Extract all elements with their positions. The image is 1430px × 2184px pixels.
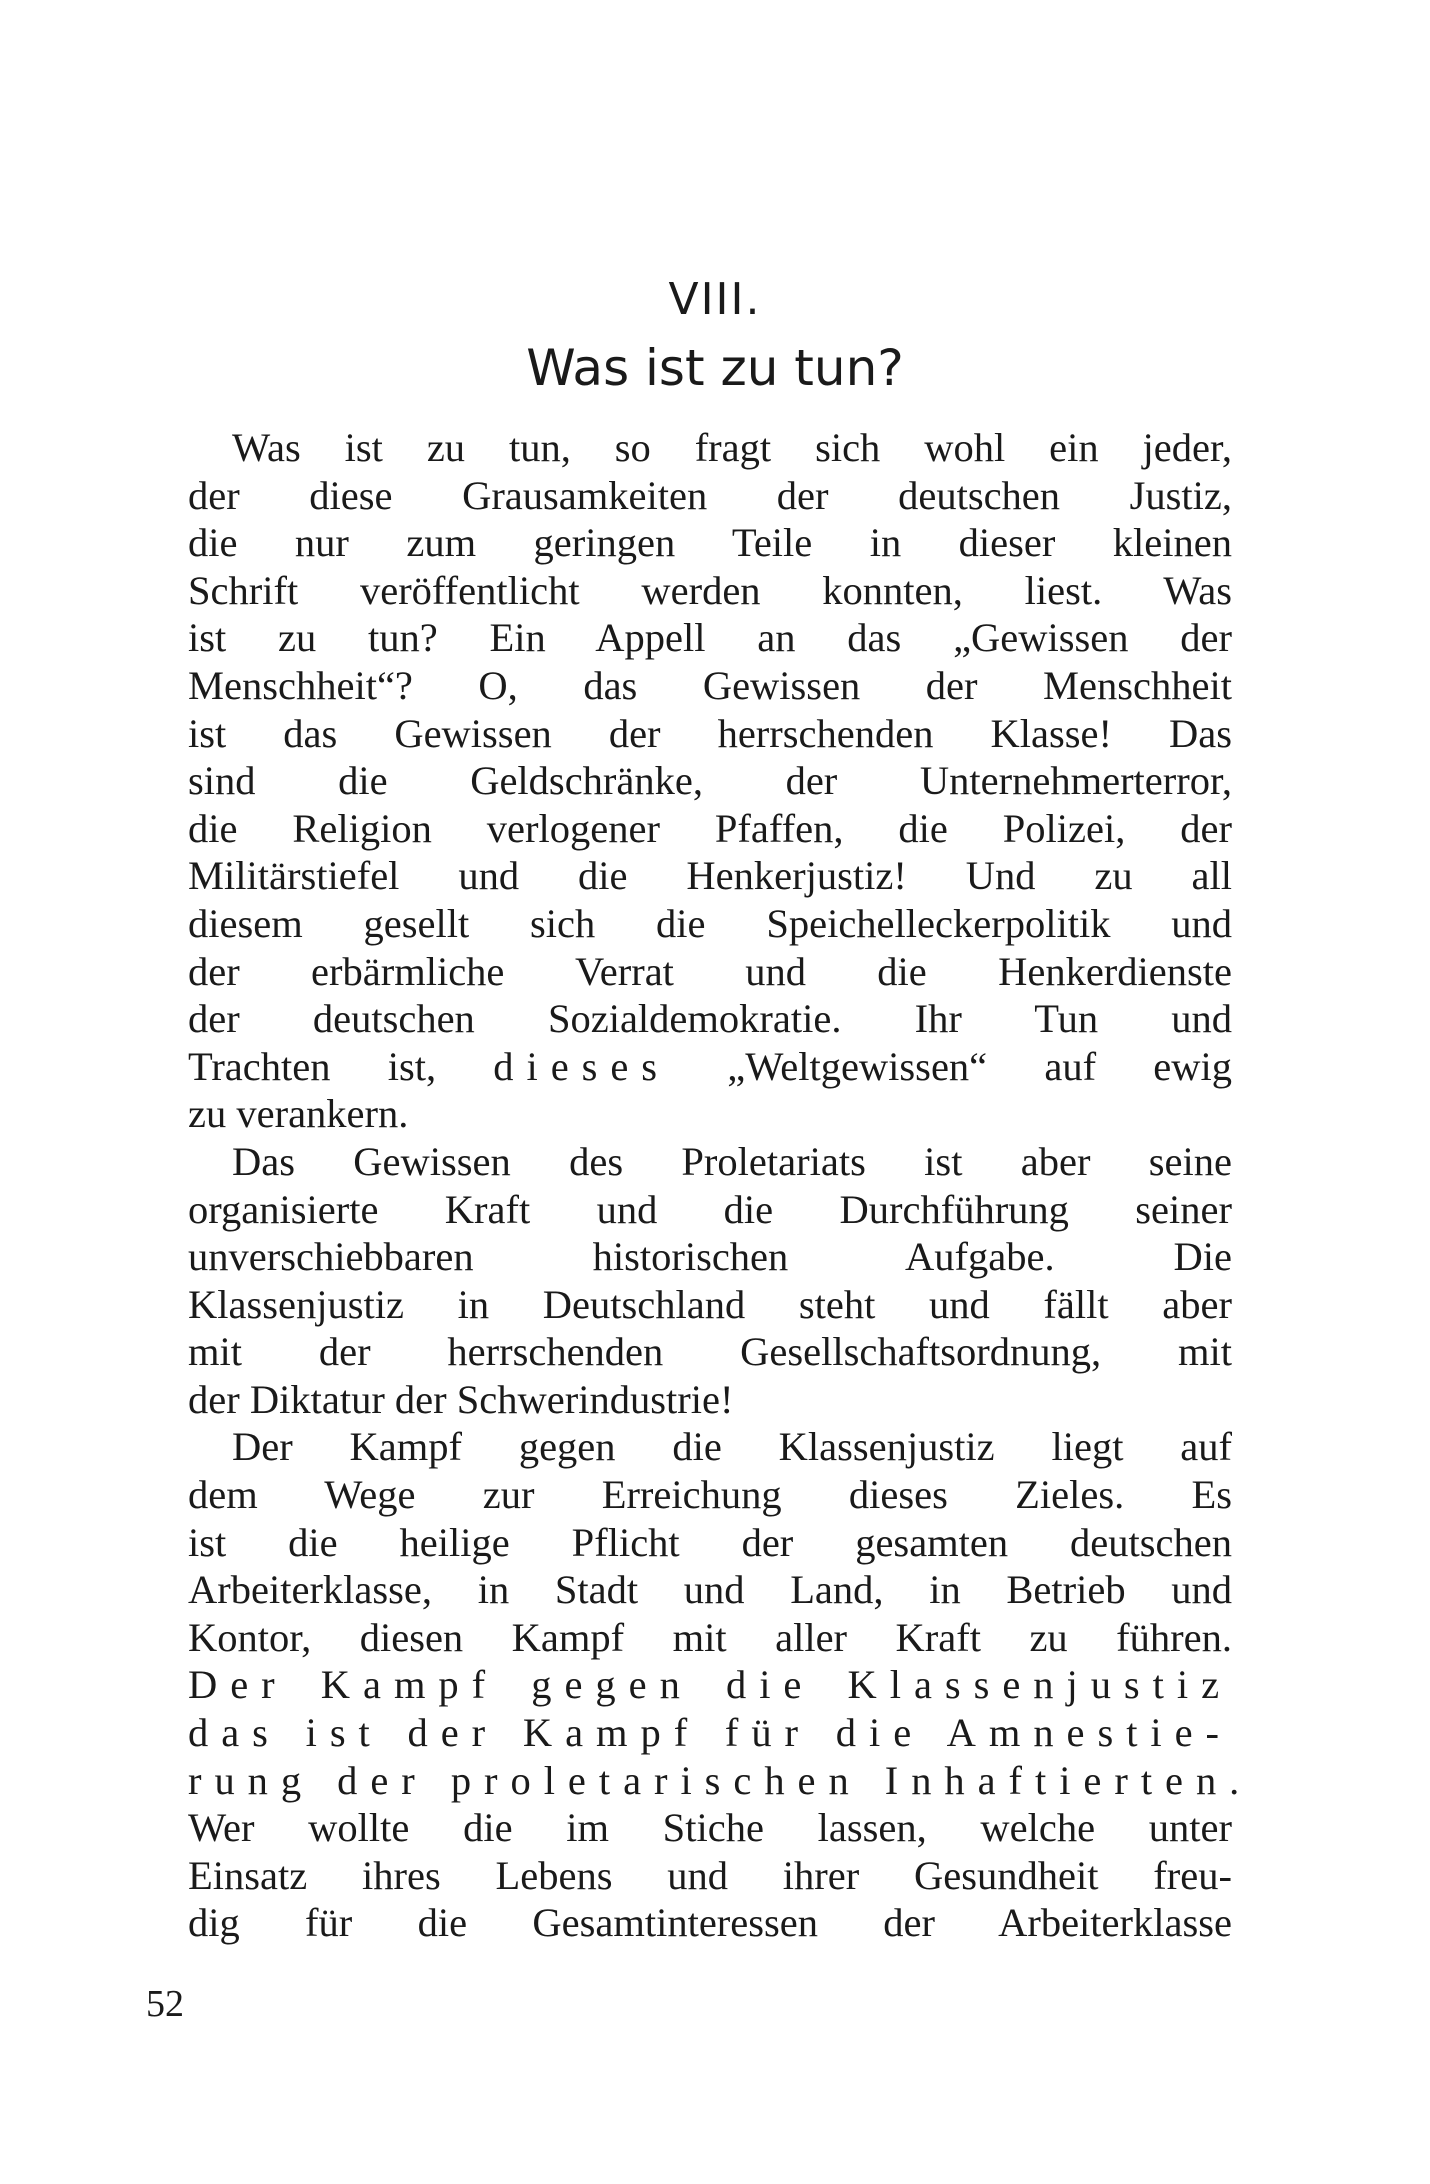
- text-line: [188, 1899, 1232, 1947]
- line-text: Einsatz ihres Lebens und ihrer Gesundheit freu-: [188, 1852, 1232, 1898]
- text-line: [188, 424, 1232, 472]
- line-text: sind die Geldschränke, der Unternehmerterror,: [188, 758, 1232, 804]
- text-line: [188, 1804, 1232, 1852]
- chapter-title: Was ist zu tun?: [526, 339, 904, 397]
- chapter-number: VIII.: [668, 274, 762, 325]
- text-line: [188, 1566, 1232, 1614]
- line-text: ist zu tun? Ein Appell an das „Gewissen der: [188, 615, 1232, 661]
- body-text: [188, 424, 1253, 1947]
- line-text: der erbärmliche Verrat und die Henkerdienste: [188, 948, 1232, 994]
- line-text: zu verankern.: [188, 1091, 409, 1137]
- text-line: [188, 1043, 1232, 1091]
- line-text: Trachten ist,: [188, 1043, 494, 1089]
- line-text: der diese Grausamkeiten der deutschen Justiz,: [188, 472, 1232, 518]
- text-line: [188, 567, 1232, 615]
- line-text: Wer wollte die im Stiche lassen, welche unter: [188, 1805, 1232, 1851]
- text-line: [188, 1281, 1232, 1329]
- text-line: [188, 900, 1232, 948]
- text-line: [188, 1661, 1232, 1709]
- text-line: [188, 1423, 1232, 1471]
- line-text: die Religion verlogener Pfaffen, die Polizei, der: [188, 805, 1232, 851]
- line-text: Schrift veröffentlicht werden konnten, liest. Was: [188, 567, 1232, 613]
- text-line: [188, 614, 1232, 662]
- line-text: Menschheit“? O, das Gewissen der Menschheit: [188, 662, 1232, 708]
- line-text: „Weltgewissen“ auf ewig: [670, 1043, 1233, 1089]
- text-line: [188, 519, 1232, 567]
- text-line: [188, 1138, 1232, 1186]
- text-line: [188, 1757, 1253, 1805]
- text-line: [188, 710, 1232, 758]
- text-line: [188, 1090, 1232, 1138]
- line-text: ist das Gewissen der herrschenden Klasse! Das: [188, 710, 1232, 756]
- text-line: [188, 757, 1232, 805]
- line-text: diesem gesellt sich die Speichelleckerpolitik und: [188, 900, 1232, 946]
- text-line: [188, 1852, 1232, 1900]
- spaced-emphasis-text: rung der proletarischen Inhaftierten.: [188, 1757, 1253, 1803]
- line-text: Arbeiterklasse, in Stadt und Land, in Betrieb und: [188, 1567, 1232, 1613]
- line-text: mit der herrschenden Gesellschaftsordnung, mit: [188, 1329, 1232, 1375]
- line-text: Militärstiefel und die Henkerjustiz! Und zu all: [188, 853, 1232, 899]
- line-text: dem Wege zur Erreichung dieses Zieles. Es: [188, 1472, 1232, 1518]
- spaced-emphasis-text: das ist der Kampf für die Amnestie-: [188, 1710, 1232, 1756]
- text-line: [188, 1328, 1232, 1376]
- text-line: [188, 852, 1232, 900]
- text-line: [188, 662, 1232, 710]
- line-text: Kontor, diesen Kampf mit aller Kraft zu führen.: [188, 1614, 1232, 1660]
- text-line: [188, 805, 1232, 853]
- line-text: unverschiebbaren historischen Aufgabe. Die: [188, 1234, 1232, 1280]
- line-text: organisierte Kraft und die Durchführung seiner: [188, 1186, 1232, 1232]
- text-line: [188, 1709, 1232, 1757]
- line-text: dig für die Gesamtinteressen der Arbeiterklasse: [188, 1900, 1232, 1946]
- text-line: [188, 1186, 1232, 1234]
- line-text: Was ist zu tun, so fragt sich wohl ein jeder,: [232, 425, 1232, 470]
- line-text: der Diktatur der Schwerindustrie!: [188, 1376, 734, 1422]
- text-line: [188, 1471, 1232, 1519]
- text-line: [188, 1233, 1232, 1281]
- page-number: 52: [146, 1983, 184, 2025]
- text-line: [188, 995, 1232, 1043]
- spaced-emphasis-text: Der Kampf gegen die Klassenjustiz: [188, 1662, 1232, 1708]
- text-line: [188, 1376, 1232, 1424]
- text-line: [188, 948, 1232, 996]
- line-text: Klassenjustiz in Deutschland steht und fällt aber: [188, 1281, 1232, 1327]
- line-text: Der Kampf gegen die Klassenjustiz liegt auf: [232, 1424, 1232, 1470]
- spaced-emphasis-text: dieses: [493, 1043, 671, 1089]
- text-line: [188, 472, 1232, 520]
- line-text: die nur zum geringen Teile in dieser kleinen: [188, 520, 1232, 566]
- line-text: ist die heilige Pflicht der gesamten deutschen: [188, 1519, 1232, 1565]
- text-line: [188, 1519, 1232, 1567]
- line-text: der deutschen Sozialdemokratie. Ihr Tun und: [188, 996, 1232, 1042]
- line-text: Das Gewissen des Proletariats ist aber seine: [232, 1138, 1232, 1184]
- text-line: [188, 1614, 1232, 1662]
